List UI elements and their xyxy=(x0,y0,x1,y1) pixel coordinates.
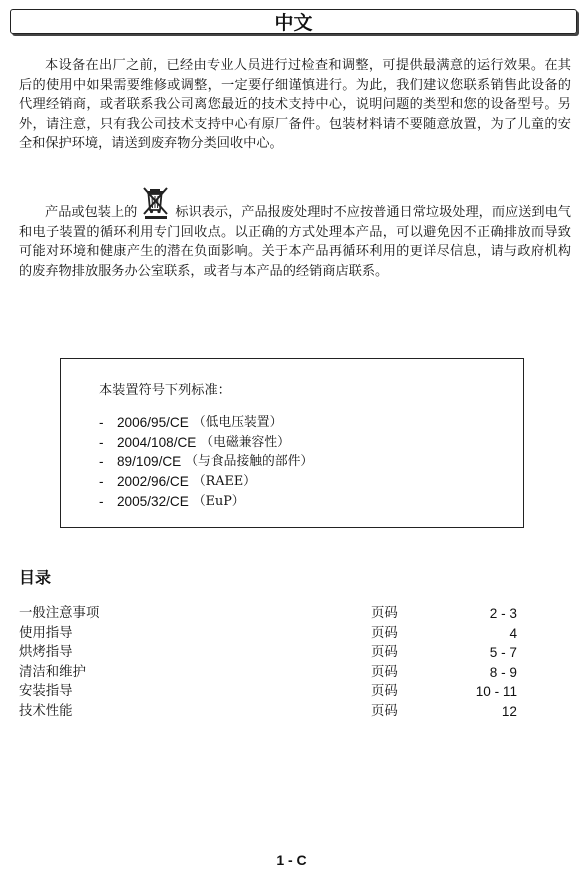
standard-item: - 89/109/CE （与食品接触的部件） xyxy=(99,454,314,470)
toc-row[interactable]: 清洁和维护 页码 8 - 9 xyxy=(19,664,517,680)
toc-heading: 目录 xyxy=(19,568,52,587)
page-number: 1 - C xyxy=(276,852,307,868)
toc-row[interactable]: 一般注意事项 页码 2 - 3 xyxy=(19,606,517,621)
toc-row[interactable]: 安装指导 页码 10 - 11 xyxy=(19,684,517,700)
weee-paragraph-body: 标识表示，产品报废处理时不应按普通日常垃圾处理，而应送到电气和电子装置的循环利用专门回收点。以正确的方式处理本产品，可以避免因不正确排放而导致可能对环境和健康产生的潜在负面影响。关于本产品再循环利用的更详尽信息，请与政府机构的废弃物排放服务办公室联系，或者与本产品的经销商店联系。 xyxy=(19,205,571,279)
standards-box xyxy=(60,358,524,528)
weee-crossed-bin-icon xyxy=(141,186,171,220)
page-title xyxy=(10,9,577,34)
standard-item: - 2002/96/CE （RAEE） xyxy=(99,474,256,490)
toc-row[interactable]: 使用指导 页码 4 xyxy=(19,625,517,641)
standards-list xyxy=(99,413,313,512)
toc-row[interactable]: 烘烤指导 页码 5 - 7 xyxy=(19,645,517,661)
page-title-text: 中文 xyxy=(274,12,313,34)
standards-intro: 本装置符号下列标准： xyxy=(99,383,231,398)
table-of-contents xyxy=(19,604,517,722)
intro-paragraph: 本设备在出厂之前，已经由专业人员进行过检查和调整，可提供最满意的运行效果。在其后的使用中如果需要维修或调整，一定要仔细谨慎进行。为此，我们建议您联系销售此设备的代理经销商，或者联系我公司离您最近的技术支持中心，说明问题的类型和您的设备型号。另外，请注意，只有我公司技术支持中心有原厂备件。包装材料请不要随意放置，为了儿童的安全和保护环境，请送到废弃物分类回收中心。 xyxy=(19,58,571,151)
toc-row[interactable]: 技术性能 页码 12 xyxy=(19,703,517,719)
standard-item: - 2006/95/CE （低电压装置） xyxy=(99,415,283,430)
standard-item: - 2004/108/CE （电磁兼容性） xyxy=(99,434,290,450)
weee-paragraph xyxy=(19,186,571,281)
standard-item: - 2005/32/CE （EuP） xyxy=(99,493,245,509)
weee-paragraph-lead: 产品或包装上的 xyxy=(45,205,138,220)
